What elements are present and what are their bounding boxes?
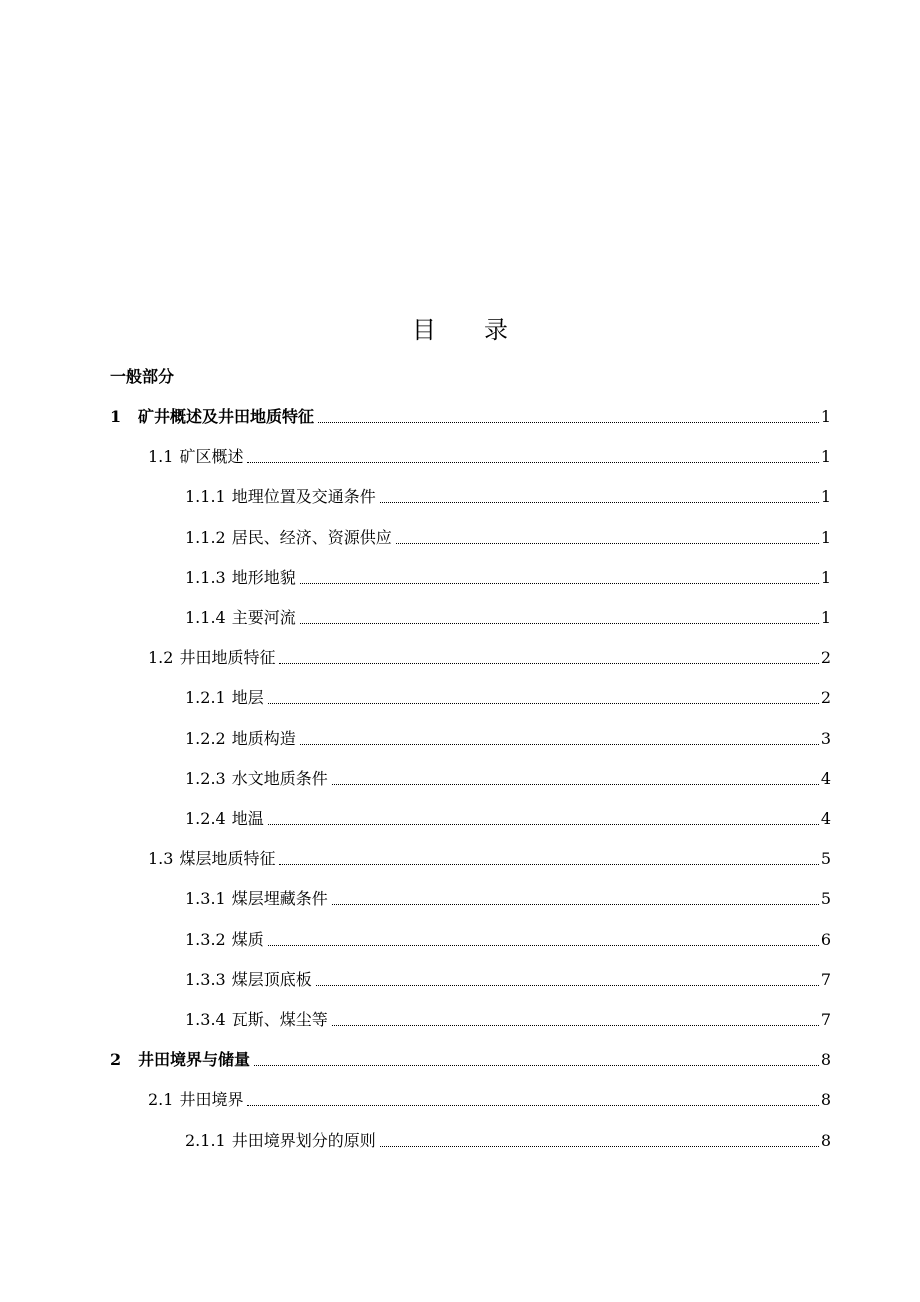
toc-entry-title: 水文地质条件 bbox=[231, 768, 328, 788]
toc-entry[interactable] bbox=[185, 1129, 831, 1153]
toc-page-number: 1 bbox=[820, 567, 831, 587]
toc-dot-leader bbox=[247, 1105, 818, 1106]
toc-page-number: 8 bbox=[820, 1050, 831, 1070]
toc-entry-number: 1.3.1 bbox=[185, 889, 226, 909]
toc-entry-number: 1.3.2 bbox=[185, 929, 226, 949]
toc-entry-number: 1.3.3 bbox=[185, 969, 226, 989]
toc-entry-number: 1.1.3 bbox=[185, 567, 226, 587]
toc-entry-title: 井田地质特征 bbox=[179, 648, 276, 668]
toc-entry[interactable] bbox=[185, 968, 831, 992]
toc-page-number: 8 bbox=[820, 1130, 831, 1150]
toc-entry-title: 地温 bbox=[231, 809, 264, 828]
toc-entry-title: 煤层地质特征 bbox=[179, 849, 276, 869]
toc-entry[interactable] bbox=[185, 686, 831, 710]
toc-dot-leader bbox=[268, 945, 819, 946]
toc-page-number: 2 bbox=[820, 648, 831, 668]
toc-page-number: 6 bbox=[820, 929, 831, 949]
toc-dot-leader bbox=[332, 904, 819, 905]
toc-page-number: 5 bbox=[820, 889, 831, 909]
toc-entry-number: 1.1 bbox=[148, 447, 174, 467]
toc-dot-leader bbox=[279, 663, 818, 664]
toc-entry[interactable] bbox=[185, 807, 831, 831]
toc-entry-number: 1.2 bbox=[148, 648, 174, 668]
toc-dot-leader bbox=[300, 623, 819, 624]
toc-entry-number: 1 bbox=[110, 407, 122, 426]
toc-dot-leader bbox=[332, 1025, 819, 1026]
toc-entry[interactable] bbox=[185, 526, 831, 550]
toc-entry[interactable] bbox=[185, 767, 831, 791]
toc-entry[interactable] bbox=[148, 646, 831, 670]
toc-entry[interactable] bbox=[148, 847, 831, 871]
toc-dot-leader bbox=[247, 462, 818, 463]
toc-entry[interactable] bbox=[185, 566, 831, 590]
toc-entry[interactable] bbox=[185, 928, 831, 952]
toc-entry[interactable] bbox=[148, 1088, 831, 1112]
page-title bbox=[0, 314, 920, 346]
toc-entry-title: 矿井概述及井田地质特征 bbox=[138, 407, 315, 426]
toc-page-number: 4 bbox=[820, 809, 831, 828]
toc-entry-number: 1.2.1 bbox=[185, 688, 226, 708]
toc-entry[interactable] bbox=[185, 727, 831, 751]
toc-entry-number: 1.1.1 bbox=[185, 487, 226, 507]
toc-dot-leader bbox=[268, 824, 819, 825]
toc-entry-title: 地形地貌 bbox=[231, 567, 296, 587]
toc-entry-number: 1.2.4 bbox=[185, 809, 226, 828]
toc-entry-number: 1.3.4 bbox=[185, 1010, 226, 1029]
toc-dot-leader bbox=[316, 985, 819, 986]
toc-entry[interactable] bbox=[185, 887, 831, 911]
toc-page-number: 1 bbox=[820, 608, 831, 627]
toc-dot-leader bbox=[300, 744, 819, 745]
toc-page-number: 7 bbox=[820, 1010, 831, 1029]
toc-entry-title: 井田境界划分的原则 bbox=[231, 1130, 376, 1150]
toc-dot-leader bbox=[268, 703, 819, 704]
toc-entry-number: 1.3 bbox=[148, 849, 174, 869]
toc-entry-title: 煤层埋藏条件 bbox=[231, 889, 328, 909]
toc-page-number: 5 bbox=[820, 849, 831, 869]
toc-dot-leader bbox=[300, 583, 819, 584]
toc-entry-title: 煤质 bbox=[231, 929, 264, 949]
toc-entry[interactable] bbox=[148, 445, 831, 469]
toc-page-number: 1 bbox=[820, 527, 831, 547]
toc-page-number: 8 bbox=[820, 1090, 831, 1110]
toc-entry-number: 1.2.2 bbox=[185, 728, 226, 748]
toc-entry-number: 1.1.2 bbox=[185, 527, 226, 547]
toc-dot-leader bbox=[279, 864, 818, 865]
toc-page-number: 7 bbox=[820, 969, 831, 989]
section-heading: 一般部分 bbox=[110, 367, 175, 386]
toc-entry-title: 井田境界 bbox=[179, 1090, 244, 1110]
toc-dot-leader bbox=[318, 422, 819, 423]
toc-entry[interactable] bbox=[110, 1048, 831, 1072]
toc-entry-title: 居民、经济、资源供应 bbox=[231, 527, 392, 547]
toc-page-number: 2 bbox=[820, 688, 831, 708]
toc-dot-leader bbox=[380, 502, 819, 503]
toc-page-number: 1 bbox=[820, 407, 831, 426]
toc-entry-number: 2.1 bbox=[148, 1090, 174, 1110]
toc-entry-title: 地理位置及交通条件 bbox=[231, 487, 376, 507]
toc-entry[interactable] bbox=[185, 485, 831, 509]
toc-entry[interactable] bbox=[110, 405, 831, 429]
toc-entry-title: 煤层顶底板 bbox=[231, 969, 312, 989]
toc-entry-number: 1.1.4 bbox=[185, 608, 226, 627]
toc-entry-title: 地质构造 bbox=[231, 728, 296, 748]
toc-entry-number: 2 bbox=[110, 1050, 122, 1070]
toc-entry-title: 矿区概述 bbox=[179, 447, 244, 467]
toc-entry-number: 1.2.3 bbox=[185, 768, 226, 788]
toc-entry[interactable] bbox=[185, 606, 831, 630]
toc-entry[interactable] bbox=[185, 1008, 831, 1032]
title-char-2: 录 bbox=[484, 316, 508, 344]
toc-dot-leader bbox=[380, 1146, 819, 1147]
toc-dot-leader bbox=[254, 1065, 819, 1066]
toc-entry-number: 2.1.1 bbox=[185, 1130, 226, 1150]
toc-entry-title: 地层 bbox=[231, 688, 264, 708]
toc-entry-title: 瓦斯、煤尘等 bbox=[231, 1010, 328, 1029]
toc-dot-leader bbox=[332, 784, 819, 785]
toc-page-number: 4 bbox=[820, 768, 831, 788]
toc-entry-title: 主要河流 bbox=[231, 608, 296, 627]
toc-page-number: 3 bbox=[820, 728, 831, 748]
toc-page-number: 1 bbox=[820, 487, 831, 507]
toc-entry-title: 井田境界与储量 bbox=[138, 1050, 251, 1070]
title-char-1: 目 bbox=[412, 316, 436, 344]
toc-dot-leader bbox=[396, 543, 819, 544]
toc-page-number: 1 bbox=[820, 447, 831, 467]
